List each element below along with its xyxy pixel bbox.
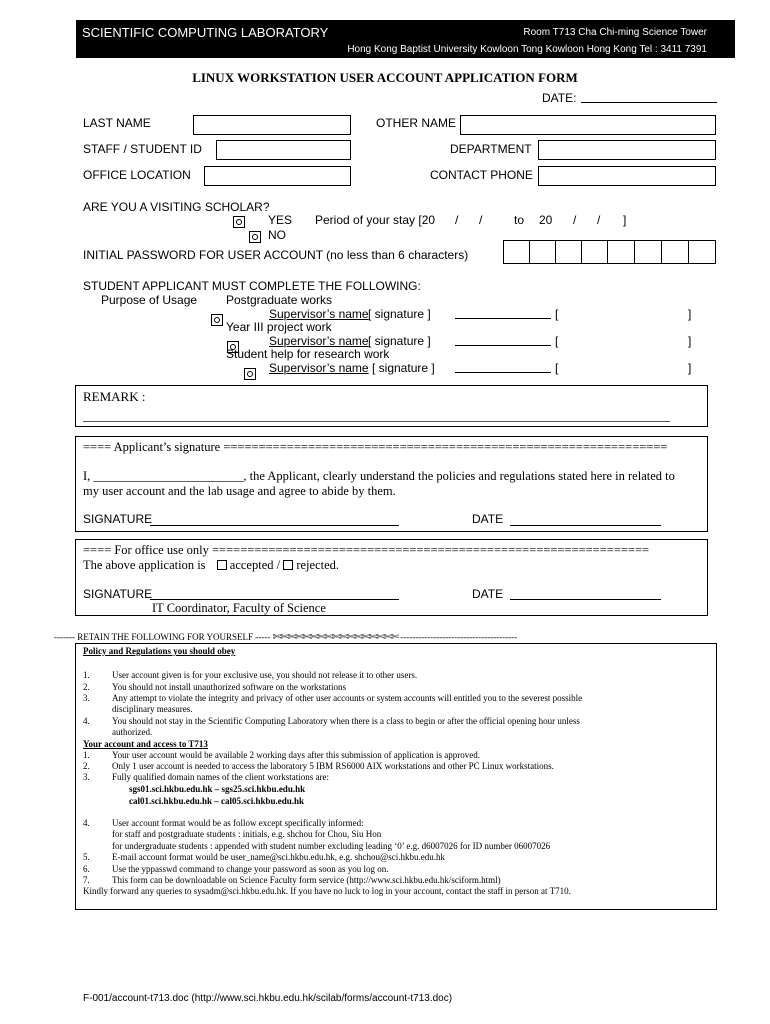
- contact-phone-label: CONTACT PHONE: [430, 168, 533, 182]
- visiting-scholar-question: ARE YOU A VISITING SCHOLAR?: [83, 200, 270, 214]
- statement-rest: , the Applicant, clearly understand the policies and regulations stated here in related to: [243, 469, 675, 483]
- password-char-box[interactable]: [661, 240, 689, 264]
- format-number: 5.: [83, 852, 90, 862]
- password-char-box[interactable]: [634, 240, 662, 264]
- visiting-yes-radio[interactable]: [233, 216, 245, 228]
- password-char-box[interactable]: [503, 240, 530, 264]
- student-section-heading: STUDENT APPLICANT MUST COMPLETE THE FOLLOWING:: [83, 279, 421, 293]
- office-date-line[interactable]: [510, 599, 661, 600]
- office-signature-line[interactable]: [150, 599, 399, 600]
- visiting-no-label: NO: [268, 228, 286, 242]
- policy-item: Any attempt to violate the integrity and privacy of other user accounts or system accounts will entitled you to the severest possible: [112, 693, 583, 703]
- retain-cut-line: [54, 632, 517, 643]
- access-number: 3.: [83, 772, 90, 782]
- slash-mark: /: [597, 213, 601, 227]
- office-location-label: OFFICE LOCATION: [83, 168, 191, 182]
- bracket-close: ]: [688, 307, 692, 321]
- password-char-box[interactable]: [581, 240, 608, 264]
- supervisor-name-label: Supervisor’s name: [269, 307, 369, 321]
- footer-reference: F-001/account-t713.doc (http://www.sci.hkbu.edu.hk/scilab/forms/account-t713.doc): [83, 993, 453, 1004]
- access-number: 1.: [83, 750, 90, 760]
- office-location-input[interactable]: [204, 166, 351, 186]
- postgraduate-radio[interactable]: [211, 314, 223, 326]
- last-name-input[interactable]: [193, 115, 351, 135]
- remark-label: REMARK :: [83, 389, 146, 404]
- bracket-open: [: [555, 307, 559, 321]
- period-of-stay-label: Period of your stay [20: [315, 213, 436, 227]
- postgraduate-label: Postgraduate works: [226, 293, 333, 307]
- policy-number: 3.: [83, 693, 90, 703]
- access-number: 2.: [83, 761, 90, 771]
- remark-line[interactable]: [83, 421, 670, 422]
- office-date-label: DATE: [472, 587, 504, 601]
- visiting-yes-label: YES: [268, 213, 293, 227]
- policy-number: 1.: [83, 670, 90, 680]
- close-bracket: ]: [623, 213, 627, 227]
- letterhead-banner: [76, 20, 735, 58]
- date-field[interactable]: [581, 102, 717, 103]
- applicant-statement: [83, 469, 675, 484]
- format-item: This form can be downloadable on Science Faculty form service (http://www.sci.hkbu.edu.hk/sciform.html): [112, 875, 501, 885]
- accepted-checkbox[interactable]: [217, 560, 227, 570]
- access-item: Fully qualified domain names of the client workstations are:: [112, 772, 329, 782]
- hostname-range: sgs01.sci.hkbu.edu.hk – sgs25.sci.hkbu.edu.hk: [129, 784, 306, 794]
- rejected-label: rejected.: [296, 558, 340, 572]
- signature-label: [ signature ]: [368, 334, 431, 348]
- format-item: for staff and postgraduate students : initials, e.g. shchou for Chou, Siu Hon: [112, 829, 382, 839]
- applicant-signature-box: [75, 436, 708, 532]
- policy-number: 2.: [83, 682, 90, 692]
- form-title: LINUX WORKSTATION USER ACCOUNT APPLICATION FORM: [192, 70, 578, 85]
- access-item: Only 1 user account is needed to access the laboratory 5 IBM RS6000 AIX workstations and other PC Linux workstations.: [112, 761, 554, 771]
- bracket-close: ]: [688, 361, 692, 375]
- password-char-box[interactable]: [555, 240, 582, 264]
- student-help-radio[interactable]: [244, 368, 256, 380]
- policy-item: disciplinary measures.: [112, 704, 193, 714]
- supervisor-name-line[interactable]: [455, 318, 551, 319]
- signature-label: [ signature ]: [368, 307, 431, 321]
- contact-phone-input[interactable]: [538, 166, 716, 186]
- format-number: 4.: [83, 818, 90, 828]
- date-label: DATE:: [542, 91, 577, 105]
- format-item: Use the yppasswd command to change your password as soon as you log on.: [112, 864, 389, 874]
- access-heading: Your account and access to T713: [83, 739, 208, 749]
- slash-mark: /: [455, 213, 459, 227]
- room-address: Room T713 Cha Chi-ming Science Tower: [523, 27, 707, 38]
- bracket-open: [: [555, 334, 559, 348]
- slash-mark: /: [573, 213, 577, 227]
- password-char-box[interactable]: [529, 240, 556, 264]
- signature-label: [ signature ]: [372, 361, 435, 375]
- slash-mark: /: [479, 213, 483, 227]
- supervisor-name-label: Supervisor’s name: [269, 361, 369, 375]
- policy-heading: Policy and Regulations you should obey: [83, 646, 236, 656]
- purpose-label: Purpose of Usage: [101, 293, 198, 307]
- remark-box: [75, 385, 708, 427]
- supervisor-name-label: Supervisor’s name: [269, 334, 369, 348]
- policy-item: authorized.: [112, 727, 153, 737]
- office-use-box: [75, 539, 708, 616]
- office-use-heading: ==== For office use only ==============================================================: [83, 543, 650, 557]
- password-label: INITIAL PASSWORD FOR USER ACCOUNT (no less than 6 characters): [83, 248, 469, 262]
- policy-item: User account given is for your exclusive use, you should not release it to other users.: [112, 670, 418, 680]
- year-three-label: Year III project work: [226, 320, 332, 334]
- policy-item: You should not stay in the Scientific Computing Laboratory when there is a class to begin or after the official opening hour unless: [112, 716, 580, 726]
- supervisor-name-line[interactable]: [455, 372, 551, 373]
- format-item: for undergraduate students : appended with student number excluding leading ‘0’ e.g. d6007026 for ID number 06007026: [112, 841, 551, 851]
- applicant-signature-line[interactable]: [150, 525, 399, 526]
- retain-dashes: ---------------------------------------: [400, 632, 518, 642]
- to-label: to: [514, 213, 525, 227]
- policy-item: You should not install unauthorized software on the workstations: [112, 682, 347, 692]
- student-help-label: Student help for research work: [226, 347, 390, 361]
- applicant-heading: ==== Applicant’s signature ===============================================================: [83, 440, 668, 454]
- policy-number: 4.: [83, 716, 90, 726]
- office-decision: [83, 558, 339, 573]
- supervisor-name-line[interactable]: [455, 345, 551, 346]
- password-char-box[interactable]: [688, 240, 716, 264]
- format-item: E-mail account format would be user_name@sci.hkbu.edu.hk, e.g. shchou@sci.hkbu.edu.hk: [112, 852, 445, 862]
- format-number: 7.: [83, 875, 90, 885]
- password-char-box[interactable]: [607, 240, 635, 264]
- hostname-range: cal01.sci.hkbu.edu.hk – cal05.sci.hkbu.edu.hk: [129, 796, 305, 806]
- it-coordinator-label: IT Coordinator, Faculty of Science: [152, 601, 326, 615]
- applicant-date-label: DATE: [472, 512, 504, 526]
- format-item: User account format would be as follow except specifically informed:: [112, 818, 364, 828]
- lab-name: SCIENTIFIC COMPUTING LABORATORY: [82, 25, 329, 40]
- year-prefix: 20: [539, 213, 553, 227]
- last-name-label: LAST NAME: [83, 116, 151, 130]
- visiting-no-radio[interactable]: [249, 231, 261, 243]
- staff-id-input[interactable]: [216, 140, 351, 160]
- department-label: DEPARTMENT: [450, 142, 532, 156]
- other-name-label: OTHER NAME: [376, 116, 457, 130]
- access-item: Your user account would be available 2 working days after this submission of application is approved.: [112, 750, 481, 760]
- staff-id-label: STAFF / STUDENT ID: [83, 142, 202, 156]
- postal-address: Hong Kong Baptist University Kowloon Tong Kowloon Hong Kong Tel : 3411 7391: [347, 44, 707, 55]
- department-input[interactable]: [538, 140, 716, 160]
- applicant-name-blank[interactable]: ________________________: [93, 469, 244, 483]
- bracket-close: ]: [688, 334, 692, 348]
- statement-start: I,: [83, 469, 94, 483]
- applicant-date-line[interactable]: [510, 525, 661, 526]
- applicant-signature-label: SIGNATURE: [83, 512, 153, 526]
- scissors-icon: ✄✄✄✄✄✄✄✄✄✄✄✄✄✄✄✄✄: [272, 632, 398, 643]
- applicant-statement-line2: my user account and the lab usage and agree to abide by them.: [83, 484, 396, 498]
- other-name-input[interactable]: [460, 115, 716, 135]
- closing-note: Kindly forward any queries to sysadm@sci.hkbu.edu.hk. If you have no luck to log in your account, contact the staff in person at T710.: [83, 886, 571, 896]
- office-signature-label: SIGNATURE: [83, 587, 153, 601]
- bracket-open: [: [555, 361, 559, 375]
- decision-prefix: The above application is: [83, 558, 206, 572]
- retain-label: ------- RETAIN THE FOLLOWING FOR YOURSELF -----: [54, 632, 271, 642]
- format-number: 6.: [83, 864, 90, 874]
- accepted-label: accepted /: [229, 558, 281, 572]
- rejected-checkbox[interactable]: [283, 560, 293, 570]
